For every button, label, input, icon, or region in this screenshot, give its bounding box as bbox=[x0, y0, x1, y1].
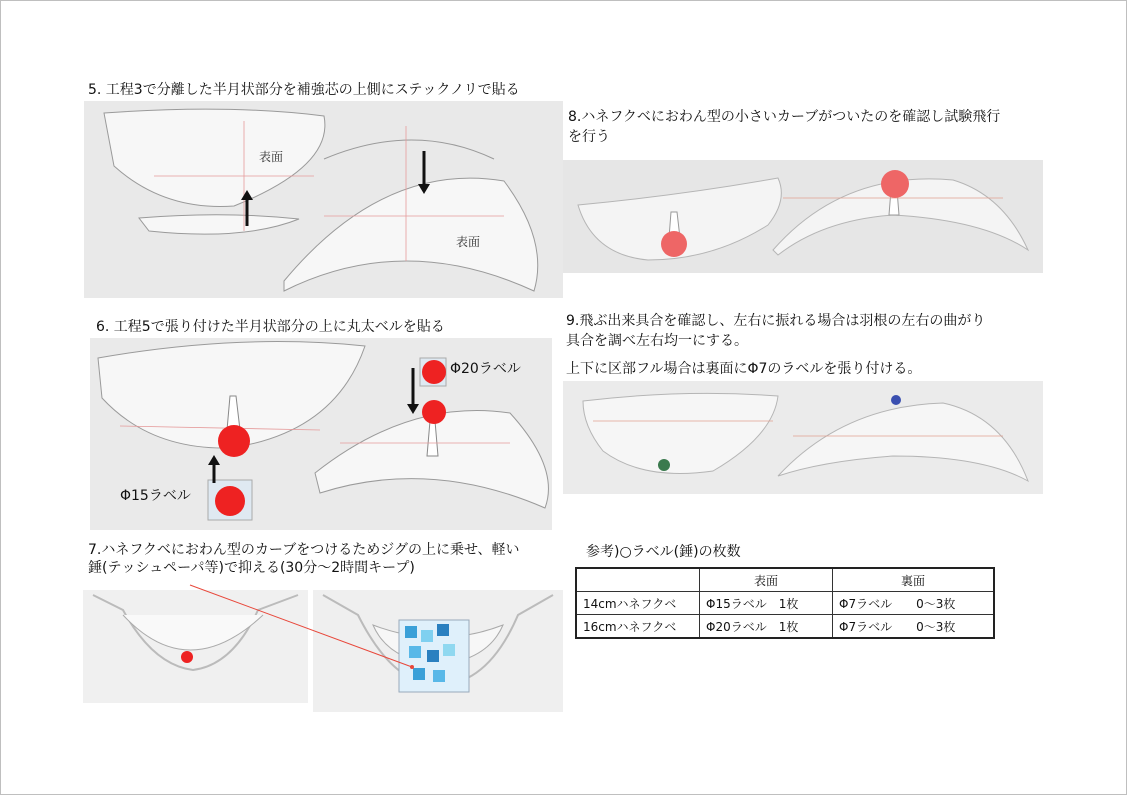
step9-caption-line2: 具合を調べ左右均一にする。 bbox=[566, 333, 748, 349]
step7-caption-line1: 7.ハネフクベにおわん型のカーブをつけるためジグの上に乗せ、軽い bbox=[88, 542, 520, 558]
reference-table bbox=[575, 567, 995, 639]
table-row bbox=[576, 615, 994, 639]
step9-photo bbox=[563, 381, 1043, 494]
table-cell: Φ20ラベル 1枚 bbox=[700, 615, 833, 639]
table-cell: Φ7ラベル 0～3枚 bbox=[833, 592, 995, 615]
table-header-cell: 表面 bbox=[700, 568, 833, 592]
step8-caption-line1: 8.ハネフクベにおわん型の小さいカーブがついたのを確認し試験飛行 bbox=[568, 109, 1001, 125]
step5-caption: 5. 工程3で分離した半月状部分を補強芯の上側にステックノリで貼る bbox=[88, 82, 520, 98]
table-header-cell bbox=[576, 568, 700, 592]
table-row bbox=[576, 592, 994, 615]
table-header-cell: 裏面 bbox=[833, 568, 995, 592]
step9-caption-line1: 9.飛ぶ出来具合を確認し、左右に振れる場合は羽根の左右の曲がり bbox=[566, 313, 986, 329]
table-header-row bbox=[576, 568, 994, 592]
step7-caption-line2: 錘(テッシュペーパ等)で抑える(30分～2時間キープ) bbox=[88, 560, 415, 576]
surface-label-b: 表面 bbox=[456, 235, 481, 249]
table-cell: 16cmハネフクベ bbox=[576, 615, 700, 639]
step8-caption-line2: を行う bbox=[568, 129, 610, 145]
table-cell: Φ15ラベル 1枚 bbox=[700, 592, 833, 615]
table-cell: 14cmハネフクベ bbox=[576, 592, 700, 615]
surface-label-a: 表面 bbox=[259, 150, 284, 164]
table-cell: Φ7ラベル 0～3枚 bbox=[833, 615, 995, 639]
step8-photo bbox=[563, 160, 1043, 273]
phi15-label: Φ15ラベル bbox=[120, 488, 191, 504]
reference-title: 参考)○ラベル(錘)の枚数 bbox=[586, 544, 741, 560]
step6-caption: 6. 工程5で張り付けた半月状部分の上に丸太ベルを貼る bbox=[96, 319, 445, 335]
step9-caption-line3: 上下に区部フル場合は裏面にΦ7のラベルを張り付ける。 bbox=[566, 361, 922, 377]
phi20-label: Φ20ラベル bbox=[450, 361, 521, 377]
